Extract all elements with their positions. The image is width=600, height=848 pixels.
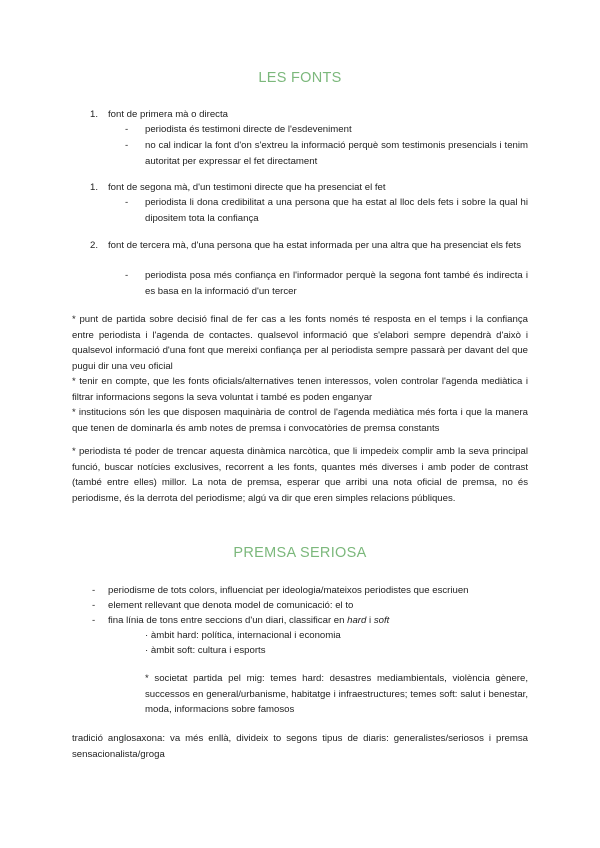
closing-paragraph: tradició anglosaxona: va més enllà, divideix to segons tipus de diaris: generalistes/seriosos i premsa sensacionalista/groga (72, 733, 528, 760)
sub-line: · àmbit hard: política, internacional i economia (145, 630, 341, 641)
dash-bullet: - (92, 615, 96, 626)
dash-bullet: - (125, 197, 129, 208)
dash-bullet: - (92, 585, 96, 596)
list-number: 1. (90, 109, 99, 120)
note-paragraph: * punt de partida sobre decisió final de fer cas a les fonts només té resposta en el temps i la confiança entre periodista i l'agenda de contactes. qualsevol informació que s'elabori sempre dependrà d'això i qualsevol informació d'una font que mereixi confiança per al periodista sempre passarà per davant del que pugui dir una veu oficial (72, 314, 528, 372)
list-item: font de primera mà o directa (108, 109, 228, 120)
list-number: 1. (90, 182, 99, 193)
note-paragraph: * periodista té poder de trencar aquesta dinàmica narcòtica, que li impedeix complir amb la seva principal funció, buscar notícies exclusives, recorrent a les fonts, quantes més diverses i amb poder de contrast (també entre elles) millor. La nota de premsa, esperar que arribi una nota oficial de premsa, no és periodisme, és la derrota del periodisme; algú va dir que eren simples relacions públiques. (72, 446, 528, 504)
bullet-item: periodisme de tots colors, influenciat per ideologia/mateixos periodistes que escriuen (108, 585, 469, 596)
note-paragraph: * societat partida pel mig: temes hard: desastres mediambientals, violència gènere, successos en general/urbanisme, habitatge i infraestructures; temes soft: salut i benestar, moda, informacions sobre famosos (145, 673, 528, 716)
section-title-premsa-seriosa: PREMSA SERIOSA (233, 545, 367, 561)
section-title-les-fonts: LES FONTS (258, 70, 342, 86)
note-paragraph: * tenir en compte, que les fonts oficials/alternatives tenen interessos, volen controlar l'agenda mediàtica i filtrar informacions segons la seva voluntat i també es poden enganyar (72, 376, 528, 403)
dash-bullet: - (92, 600, 96, 611)
list-item: font de segona mà, d'un testimoni directe que ha presenciat el fet (108, 182, 386, 193)
bullet-text: fina línia de tons entre seccions d'un diari, classificar en (108, 615, 348, 626)
dash-bullet: - (125, 270, 129, 281)
list-item: font de tercera mà, d'una persona que ha estat informada per una altra que ha presenciat els fets (108, 240, 522, 251)
bullet-item: element rellevant que denota model de comunicació: el to (108, 600, 354, 611)
soft-term: soft (373, 615, 390, 626)
dash-bullet: - (125, 124, 129, 135)
hard-term: hard (347, 615, 367, 626)
bullet-separator: i (366, 615, 374, 626)
sub-line: · àmbit soft: cultura i esports (145, 645, 266, 656)
sub-list-item: periodista és testimoni directe de l'esdeveniment (145, 124, 352, 135)
bullet-item-tones (108, 613, 538, 629)
sub-list-item: no cal indicar la font d'on s'extreu la informació perquè som testimonis presencials i tenim autoritat per expressar el fet directament (145, 140, 528, 167)
dash-bullet: - (125, 140, 129, 151)
list-number: 2. (90, 240, 99, 251)
note-paragraph: * institucions són les que disposen maquinària de control de l'agenda mediàtica més forta i que la manera que tenen de dominarla és amb notes de premsa i convocatòries de premsa constants (72, 407, 528, 434)
sub-list-item: periodista posa més confiança en l'informador perquè la segona font també és indirecta i es basa en la informació d'un tercer (145, 270, 528, 297)
sub-list-item: periodista li dona credibilitat a una persona que ha estat al lloc dels fets i sobre la qual hi dipositem tota la confiança (145, 197, 528, 224)
